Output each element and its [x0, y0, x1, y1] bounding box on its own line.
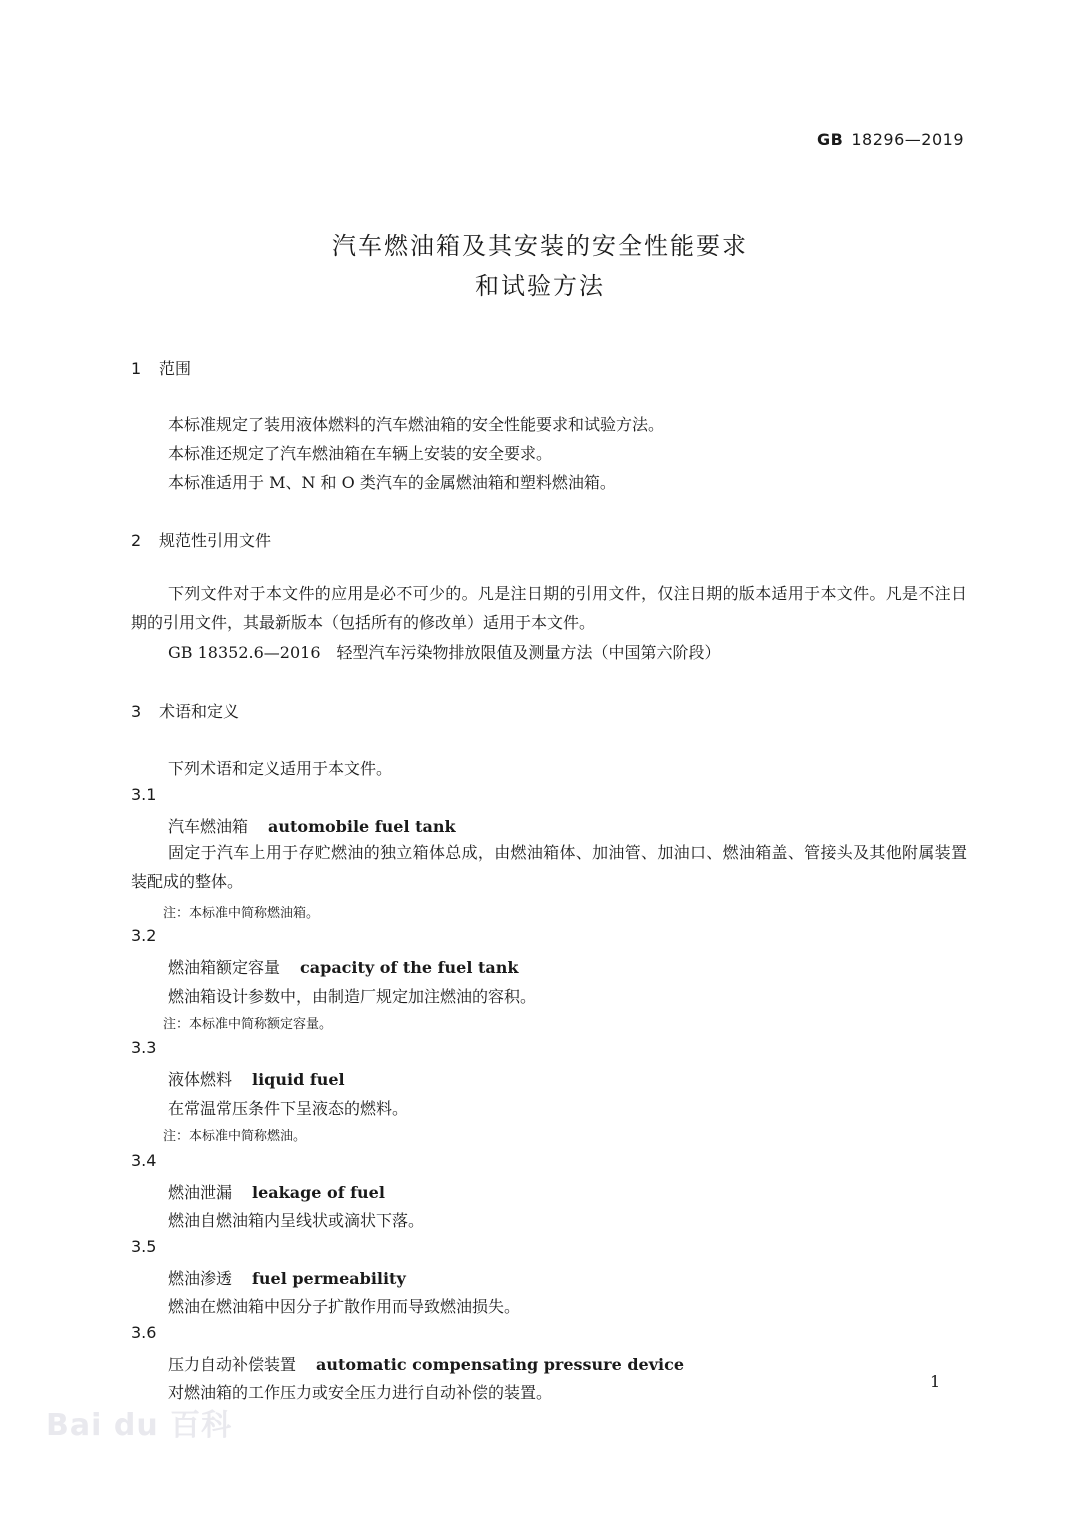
paragraph: 本标准适用于 M、N 和 O 类汽车的金属燃油箱和塑料燃油箱。 — [168, 473, 616, 492]
term-number: 3.5 — [131, 1237, 157, 1256]
term-definition: 对燃油箱的工作压力或安全压力进行自动补偿的装置。 — [168, 1383, 553, 1402]
term-title: 汽车燃油箱 automobile fuel tank — [168, 817, 456, 836]
paragraph: 本标准规定了装用液体燃料的汽车燃油箱的安全性能要求和试验方法。 — [168, 415, 665, 434]
term-definition: 固定于汽车上用于存贮燃油的独立箱体总成，由燃油箱体、加油管、加油口、燃油箱盖、管接头及其他附属装置装配成的整体。 — [131, 843, 967, 891]
term-title: 燃油渗透 fuel permeability — [168, 1269, 406, 1288]
section-heading: 2 规范性引用文件 — [131, 531, 272, 550]
baidu-baike-watermark-logo: Bai du 百科 — [46, 1408, 233, 1443]
term-title: 燃油泄漏 leakage of fuel — [168, 1183, 385, 1202]
term-title: 燃油箱额定容量 capacity of the fuel tank — [168, 958, 519, 977]
term-number: 3.3 — [131, 1038, 157, 1057]
section-heading: 1 范围 — [131, 359, 192, 378]
term-number: 3.6 — [131, 1323, 157, 1342]
term-title: 压力自动补偿装置 automatic compensating pressure device — [168, 1355, 685, 1374]
document-title-line2: 和试验方法 — [475, 272, 605, 300]
document-title-line1: 汽车燃油箱及其安装的安全性能要求 — [332, 232, 748, 260]
term-number: 3.4 — [131, 1151, 157, 1170]
paragraph: 下列术语和定义适用于本文件。 — [168, 759, 393, 778]
term-definition: 燃油自燃油箱内呈线状或滴状下落。 — [168, 1211, 425, 1230]
paragraph: 下列文件对于本文件的应用是必不可少的。凡是注日期的引用文件，仅注日期的版本适用于本文件。凡是不注日期的引用文件，其最新版本（包括所有的修改单）适用于本文件。 — [131, 584, 967, 632]
paragraph: 本标准还规定了汽车燃油箱在车辆上安装的安全要求。 — [168, 444, 553, 463]
term-note: 注：本标准中简称额定容量。 — [163, 1017, 333, 1032]
term-title: 液体燃料 liquid fuel — [168, 1070, 345, 1089]
term-definition: 在常温常压条件下呈液态的燃料。 — [168, 1099, 409, 1118]
term-note: 注：本标准中简称燃油。 — [163, 1129, 307, 1144]
section-heading: 3 术语和定义 — [131, 702, 240, 721]
term-number: 3.2 — [131, 926, 157, 945]
term-note: 注：本标准中简称燃油箱。 — [163, 906, 320, 921]
standard-code: GB 18296—2019 — [817, 130, 964, 149]
page-number: 1 — [930, 1372, 941, 1391]
normative-reference: GB 18352.6—2016 轻型汽车污染物排放限值及测量方法（中国第六阶段） — [168, 643, 721, 662]
term-definition: 燃油在燃油箱中因分子扩散作用而导致燃油损失。 — [168, 1297, 521, 1316]
term-definition: 燃油箱设计参数中，由制造厂规定加注燃油的容积。 — [168, 987, 537, 1006]
term-number: 3.1 — [131, 785, 157, 804]
